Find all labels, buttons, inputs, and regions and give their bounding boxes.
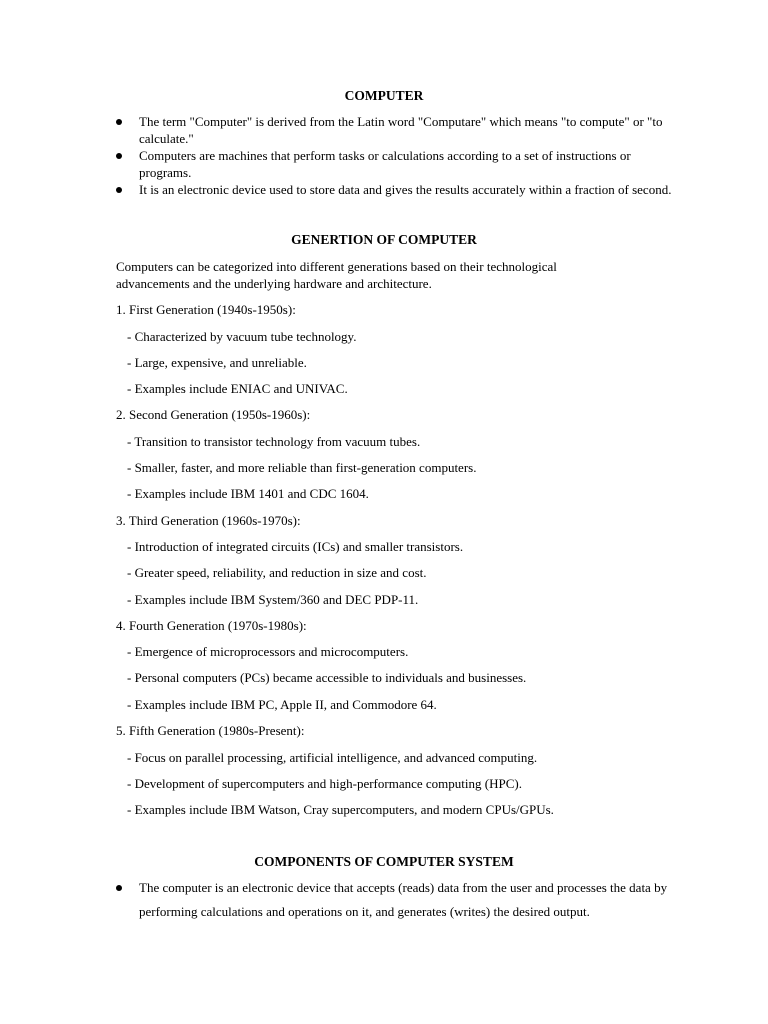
computer-heading: COMPUTER xyxy=(344,88,424,103)
generation-2-point-2: - Smaller, faster, and more reliable than first-generation computers. xyxy=(127,460,477,475)
generation-4-point-1: - Emergence of microprocessors and microcomputers. xyxy=(127,644,409,659)
generation-4-point-3: - Examples include IBM PC, Apple II, and Commodore 64. xyxy=(127,697,437,712)
generation-5-point-1: - Focus on parallel processing, artificial intelligence, and advanced computing. xyxy=(127,750,538,765)
computer-bullet-3: It is an electronic device used to store data and gives the results accurately within a fraction of second. xyxy=(139,182,672,197)
generation-intro-line-1: Computers can be categorized into different generations based on their technological xyxy=(116,259,557,274)
generation-3-point-3: - Examples include IBM System/360 and DEC PDP-11. xyxy=(127,592,419,607)
generation-1-point-3: - Examples include ENIAC and UNIVAC. xyxy=(127,381,348,396)
generation-5-heading: 5. Fifth Generation (1980s-Present): xyxy=(116,723,305,738)
generation-2-heading: 2. Second Generation (1950s-1960s): xyxy=(116,407,311,422)
generation-1-point-2: - Large, expensive, and unreliable. xyxy=(127,355,307,370)
bullet-icon xyxy=(116,119,122,125)
components-heading: COMPONENTS OF COMPUTER SYSTEM xyxy=(254,854,514,869)
generation-1-heading: 1. First Generation (1940s-1950s): xyxy=(116,302,296,317)
generation-3-point-1: - Introduction of integrated circuits (ICs) and smaller transistors. xyxy=(127,539,464,554)
generation-3-point-2: - Greater speed, reliability, and reduction in size and cost. xyxy=(127,565,427,580)
generation-5-point-3: - Examples include IBM Watson, Cray supercomputers, and modern CPUs/GPUs. xyxy=(127,802,554,817)
bullet-icon xyxy=(116,885,122,891)
generation-heading: GENERTION OF COMPUTER xyxy=(291,232,477,247)
generation-intro-line-2: advancements and the underlying hardware and architecture. xyxy=(116,276,432,291)
computer-bullet-1: The term "Computer" is derived from the Latin word "Computare" which means "to compute" or "to calculate." xyxy=(139,114,663,146)
bullet-icon xyxy=(116,153,122,159)
bullet-icon xyxy=(116,187,122,193)
generation-2-point-1: - Transition to transistor technology from vacuum tubes. xyxy=(127,434,421,449)
generation-4-point-2: - Personal computers (PCs) became accessible to individuals and businesses. xyxy=(127,670,527,685)
generation-2-point-3: - Examples include IBM 1401 and CDC 1604. xyxy=(127,486,369,501)
computer-bullet-2: Computers are machines that perform tasks or calculations according to a set of instructions or programs. xyxy=(139,148,631,180)
generation-4-heading: 4. Fourth Generation (1970s-1980s): xyxy=(116,618,307,633)
components-bullet-1: The computer is an electronic device that accepts (reads) data from the user and processes the data by performing calculations and operations on it, and generates (writes) the desired output. xyxy=(139,880,668,919)
generation-3-heading: 3. Third Generation (1960s-1970s): xyxy=(116,513,301,528)
generation-5-point-2: - Development of supercomputers and high-performance computing (HPC). xyxy=(127,776,522,791)
generation-1-point-1: - Characterized by vacuum tube technology. xyxy=(127,329,357,344)
